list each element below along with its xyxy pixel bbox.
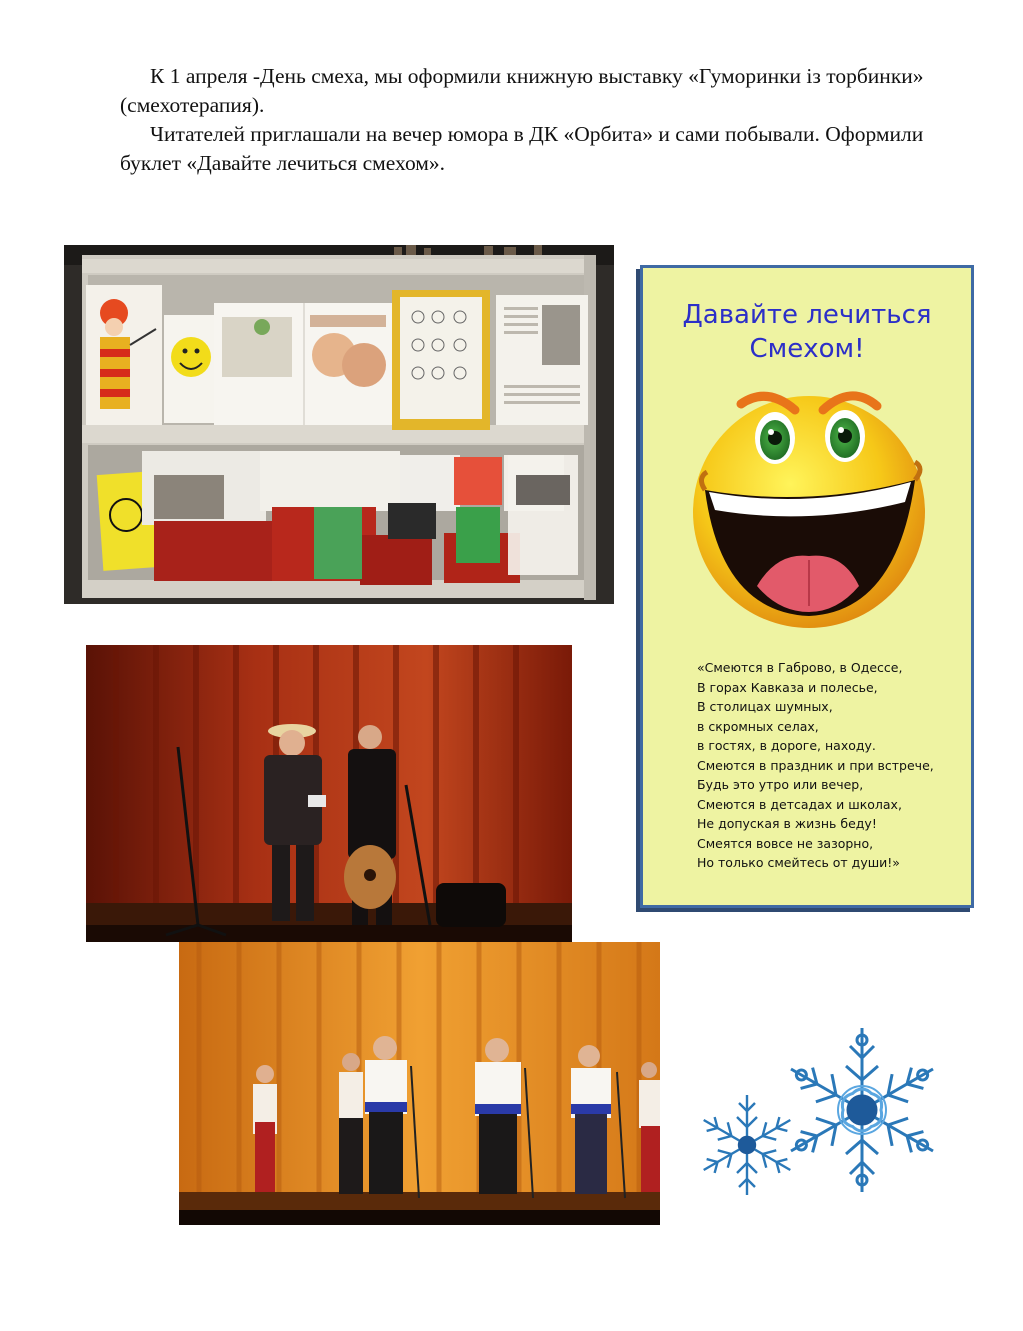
- poem-line: Смеятся вовсе не зазорно,: [697, 835, 874, 851]
- poem-line: Но только смейтесь от души!»: [697, 855, 900, 870]
- booklet-title-line-2: Смехом!: [749, 334, 865, 364]
- booklet-panel: [640, 265, 974, 908]
- snowflake-icon: [697, 1090, 797, 1200]
- stage-performance-photo-1: [86, 645, 572, 942]
- poem-line: Будь это утро или вечер,: [697, 777, 864, 792]
- poem-line: «Смеются в Габрово, в Одессе,: [697, 660, 903, 675]
- smiley-face-icon: [687, 380, 931, 630]
- stage-performance-photo-2: [179, 942, 660, 1225]
- poem-line: Смеются в детсадах и школах,: [697, 796, 902, 812]
- poem-line: Смеются в праздник и при встрече,: [697, 757, 934, 773]
- intro-text: [120, 62, 940, 178]
- poem-line: В столицах шумных,: [697, 699, 833, 714]
- poem-line: в гостях, в дороге, находу.: [697, 738, 876, 753]
- intro-paragraph-2: Читателей приглашали на вечер юмора в ДК «Орбита» и сами побывали. Оформили буклет «Давайте лечиться смехом».: [120, 122, 924, 175]
- clown-illustration: [86, 285, 162, 425]
- poem-line: Не допуская в жизнь беду!: [697, 816, 877, 831]
- poem-line: в скромных селах,: [697, 718, 819, 734]
- poem-line: В горах Кавказа и полесье,: [697, 679, 878, 695]
- booklet-poem: [697, 658, 967, 873]
- booklet-title-line-1: Давайте лечиться: [682, 300, 932, 330]
- snowflake-icon: [782, 1022, 942, 1198]
- book-exhibition-photo: [64, 245, 614, 604]
- intro-paragraph-1: К 1 апреля -День смеха, мы оформили книжную выставку «Гуморинки із торбинки» (смехотерапия).: [120, 64, 924, 117]
- booklet-title: [643, 298, 971, 366]
